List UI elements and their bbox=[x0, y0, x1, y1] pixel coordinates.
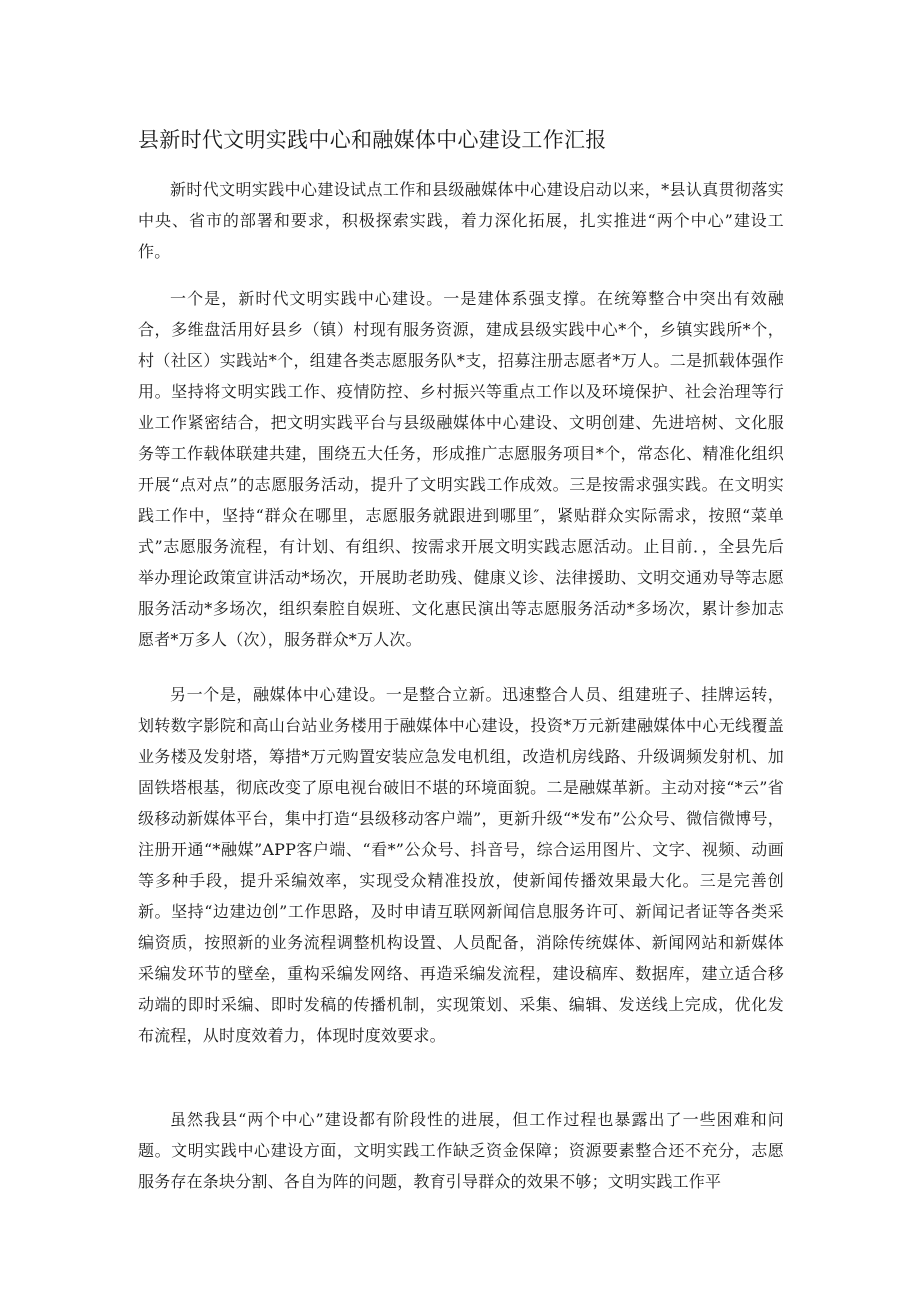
paragraph-media-center: 另一个是，融媒体中心建设。一是整合立新。迅速整合人员、组建班子、挂牌运转，划转数字影院和高山台站业务楼用于融媒体中心建设，投资*万元新建融媒体中心无线覆盖业务楼及发射塔，筹措*万元购置安装应急发电机组，改造机房线路、升级调频发射机、加固铁塔根基，彻底改变了原电视台破旧不堪的环境面貌。二是融媒革新。主动对接“*云”省级移动新媒体平台，集中打造“县级移动客户端”，更新升级“*发布”公众号、微信微博号，注册开通“*融媒”APP客户端、“看*”公众号、抖音号，综合运用图片、文字、视频、动画等多种手段，提升采编效率，实现受众精准投放，使新闻传播效果最大化。三是完善创新。坚持“边建边创”工作思路，及时申请互联网新闻信息服务许可、新闻记者证等各类采编资质，按照新的业务流程调整机构设置、人员配备，消除传统媒体、新闻网站和新媒体采编发环节的壁垒，重构采编发网络、再造采编发流程，建设稿库、数据库，建立适合移动端的即时采编、即时发稿的传播机制，实现策划、采集、编辑、发送线上完成，优化发布流程，从时度效着力，体现时度效要求。 bbox=[138, 685, 784, 1045]
document-title: 县新时代文明实践中心和融媒体中心建设工作汇报 bbox=[138, 128, 607, 152]
paragraph-civilization-center: 一个是，新时代文明实践中心建设。一是建体系强支撑。在统筹整合中突出有效融合，多维盘活用好县乡（镇）村现有服务资源，建成县级实践中心*个，乡镇实践所*个，村（社区）实践站*个，组建各类志愿服务队*支，招募注册志愿者*万人。二是抓载体强作用。坚持将文明实践工作、疫情防控、乡村振兴等重点工作以及环境保护、社会治理等行业工作紧密结合，把文明实践平台与县级融媒体中心建设、文明创建、先进培树、文化服务等工作载体联建共建，围绕五大任务，形成推广志愿服务项目*个，常态化、精准化组织开展“点对点”的志愿服务活动，提升了文明实践工作成效。三是按需求强实践。在文明实践工作中，坚持“群众在哪里，志愿服务就跟进到哪里″，紧贴群众实际需求，按照“菜单式”志愿服务流程，有计划、有组织、按需求开展文明实践志愿活动。止目前．，全县先后举办理论政策宣讲活动*场次，开展助老助残、健康义诊、法律援助、文明交通劝导等志愿服务活动*多场次，组织秦腔自娱班、文化惠民演出等志愿服务活动*多场次，累计参加志愿者*万多人（次），服务群众*万人次。 bbox=[138, 289, 784, 649]
paragraph-problems: 虽然我县“两个中心”建设都有阶段性的进展，但工作过程也暴露出了一些困难和问题。文明实践中心建设方面，文明实践工作缺乏资金保障；资源要素整合还不充分，志愿服务存在条块分割、各自为阵的问题，教育引导群众的效果不够；文明实践工作平 bbox=[138, 1110, 784, 1191]
paragraph-intro: 新时代文明实践中心建设试点工作和县级融媒体中心建设启动以来，*县认真贯彻落实中央、省市的部署和要求，积极探索实践，着力深化拓展，扎实推进“两个中心”建设工作。 bbox=[138, 180, 784, 261]
